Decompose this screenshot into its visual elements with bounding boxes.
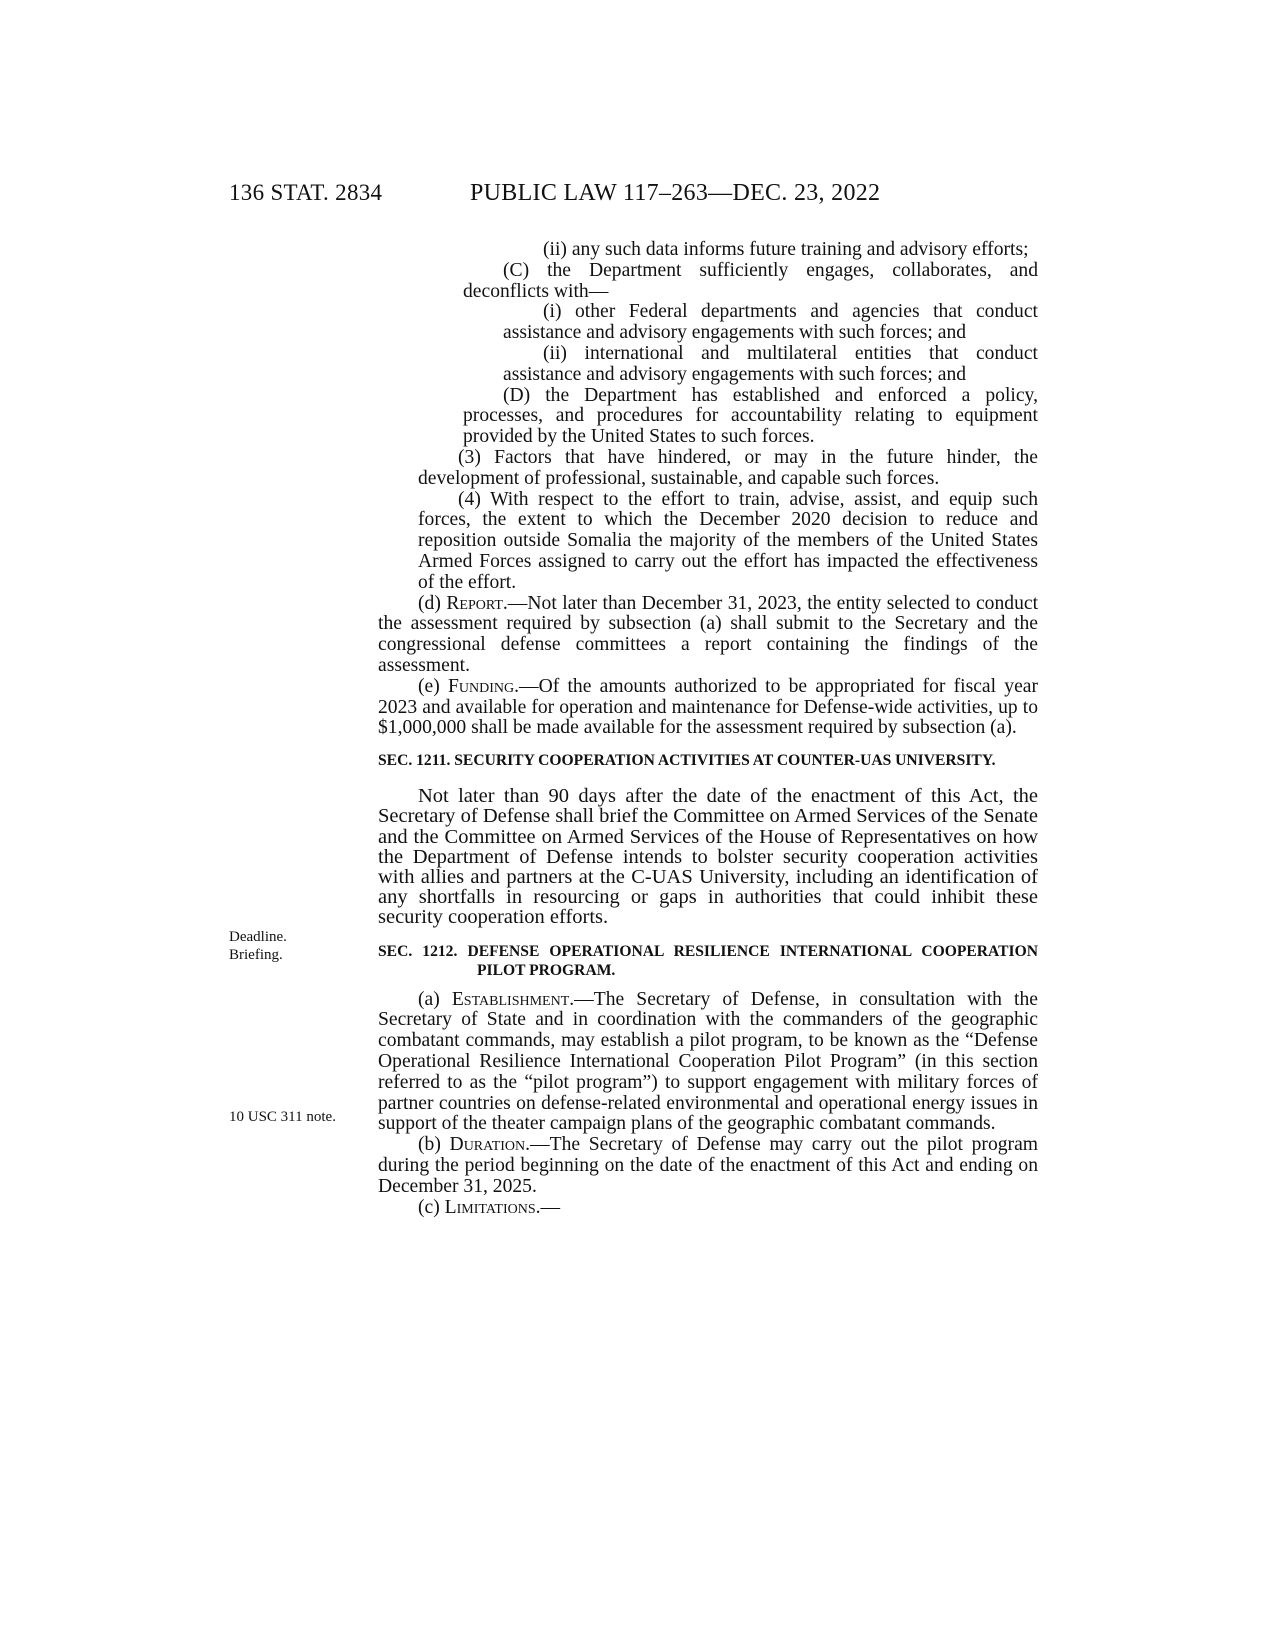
subsection-d-heading: Report (446, 592, 503, 614)
section-1212-subsection-a (378, 990, 1038, 1136)
document-body (378, 240, 1038, 1218)
section-1211-heading: SEC. 1211. SECURITY COOPERATION ACTIVITIES AT COUNTER-UAS UNIVERSITY. (378, 752, 996, 770)
clause-c-ii: (ii) international and multilateral entities that conduct assistance and advisory engagements with such forces; and (503, 342, 1038, 385)
subsection-d-text: .—Not later than December 31, 2023, the entity selected to conduct the assessment required by subsection (a) shall submit to the Secretary and the congressional defense committees a report containing the findings of the assessment. (378, 592, 1039, 676)
section-1212-a-text: .—The Secretary of Defense, in consultation with the Secretary of State and in coordination with the commanders of the geographic combatant commands, may establish a pilot program, to be known as the “Defense Operational Resilience International Cooperation Pilot Program” (in this section referred to as the “pilot program”) to support engagement with military forces of partner countries on defense-related environmental and operational energy issues in support of the theater campaign plans of the geographic combatant commands. (378, 988, 1038, 1135)
public-law-citation: PUBLIC LAW 117–263—DEC. 23, 2022 (470, 180, 881, 206)
section-1211-text: Not later than 90 days after the date of the enactment of this Act, the Secretary of Defense shall brief the Committee on Armed Services of the Senate and the Committee on Armed Services of the House of Representatives on how the Department of Defense intends to bolster security cooperation activities with allies and partners at the C-UAS University, including an identification of any shortfalls in resourcing or gaps in authorities that could inhibit these security cooperation efforts. (378, 785, 1038, 929)
subparagraph-c: (C) the Department sufficiently engages, collaborates, and deconflicts with— (463, 259, 1038, 302)
section-1212-subsection-b (378, 1135, 1038, 1197)
clause-b-ii: (ii) any such data informs future training and advisory efforts; (543, 239, 1029, 260)
margin-note-deadline: Deadline. (229, 929, 287, 945)
statute-citation: 136 STAT. 2834 (229, 180, 383, 205)
subsection-d-report (378, 594, 1038, 677)
subsection-d-prefix: (d) (418, 592, 447, 614)
paragraph-3: (3) Factors that have hindered, or may in the future hinder, the development of professional, sustainable, and capable such forces. (418, 446, 1038, 489)
subsection-e-heading: Funding (447, 675, 515, 697)
paragraph-4: (4) With respect to the effort to train, advise, assist, and equip such forces, the extent to which the December 2020 decision to reduce and reposition outside Somalia the majority of the members of the United States Armed Forces assigned to carry out the effort has impacted the effectiveness of the effort. (418, 488, 1038, 593)
page-header (0, 180, 1275, 220)
section-1212-subsection-c (378, 1198, 1038, 1219)
subsection-e-text: .—Of the amounts authorized to be appropriated for fiscal year 2023 and available for operation and maintenance for Defense-wide activities, up to $1,000,000 shall be made available for the assessment required by subsection (a). (378, 675, 1038, 739)
section-1212-a-heading: Establishment (451, 988, 570, 1010)
subsection-e-funding (378, 677, 1038, 739)
margin-note-usc: 10 USC 311 note. (229, 1109, 336, 1125)
section-1212-b-text: .—The Secretary of Defense may carry out the pilot program during the period beginning on the date of the enactment of this Act and ending on December 31, 2025. (378, 1134, 1039, 1197)
section-1212-c-heading: Limitations (444, 1196, 536, 1218)
clause-c-i: (i) other Federal departments and agencies that conduct assistance and advisory engagements with such forces; and (503, 301, 1038, 344)
section-1212-b-prefix: (b) (418, 1134, 450, 1156)
subparagraph-d: (D) the Department has established and enforced a policy, processes, and procedures for accountability relating to equipment provided by the United States to such forces. (463, 384, 1038, 448)
section-1212-a-prefix: (a) (418, 988, 452, 1010)
section-1212-heading: SEC. 1212. DEFENSE OPERATIONAL RESILIENCE INTERNATIONAL COOPERATION PILOT PROGRAM. (378, 942, 1038, 979)
subsection-e-prefix: (e) (418, 675, 448, 697)
section-1212-c-prefix: (c) (418, 1196, 445, 1218)
margin-note-deadline-briefing (229, 928, 369, 964)
section-1212-c-text: .— (535, 1196, 561, 1218)
margin-note-briefing: Briefing. (229, 947, 283, 963)
section-1212-b-heading: Duration (449, 1134, 526, 1156)
